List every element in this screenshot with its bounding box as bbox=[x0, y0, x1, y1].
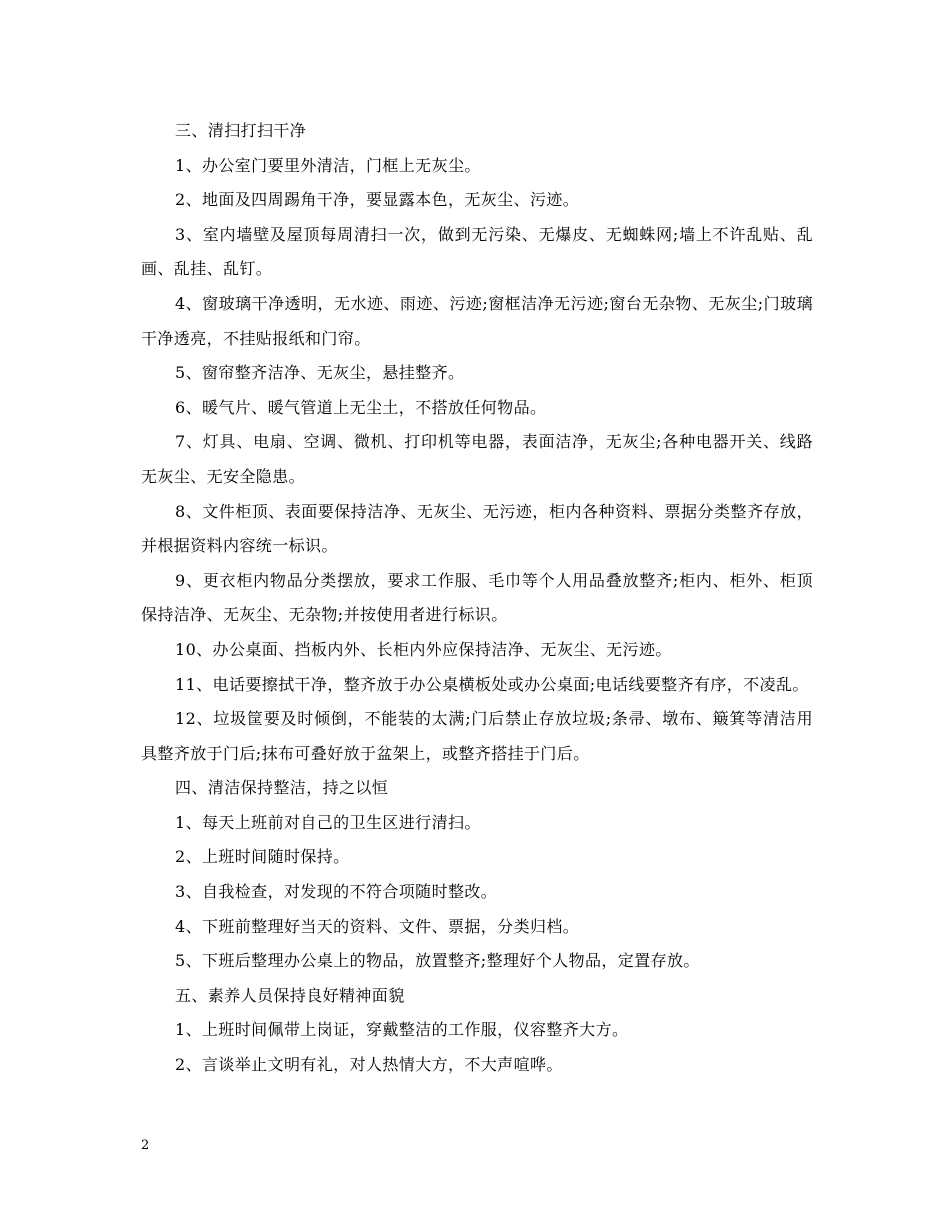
section-heading: 五、素养人员保持良好精神面貌 bbox=[175, 985, 405, 1005]
list-item: 7、灯具、电扇、空调、微机、打印机等电器，表面洁净，无灰尘;各种电器开关、线路无灰尘、无安全隐患。 bbox=[141, 432, 813, 486]
section-heading: 四、清洁保持整洁，持之以恒 bbox=[175, 778, 389, 798]
list-item: 6、暖气片、暖气管道上无尘土，不搭放任何物品。 bbox=[175, 397, 547, 417]
list-item: 5、窗帘整齐洁净、无灰尘，悬挂整齐。 bbox=[175, 363, 465, 383]
list-item: 1、上班时间佩带上岗证，穿戴整洁的工作服，仪容整齐大方。 bbox=[175, 1020, 629, 1040]
list-item: 12、垃圾筐要及时倾倒，不能装的太满;门后禁止存放垃圾;条帚、墩布、簸箕等清洁用具整齐放于门后;抹布可叠好放于盆架上，或整齐搭挂于门后。 bbox=[141, 709, 813, 763]
list-item: 2、言谈举止文明有礼，对人热情大方，不大声喧哗。 bbox=[175, 1055, 563, 1075]
list-item: 9、更衣柜内物品分类摆放，要求工作服、毛巾等个人用品叠放整齐;柜内、柜外、柜顶保持洁净、无灰尘、无杂物;并按使用者进行标识。 bbox=[141, 570, 813, 625]
list-item: 1、办公室门要里外清洁，门框上无灰尘。 bbox=[175, 155, 481, 175]
list-item: 5、下班后整理办公桌上的物品，放置整齐;整理好个人物品，定置存放。 bbox=[175, 951, 700, 971]
list-item: 3、室内墙壁及屋顶每周清扫一次，做到无污染、无爆皮、无蜘蛛网;墙上不许乱贴、乱画、乱挂、乱钉。 bbox=[141, 224, 813, 279]
list-item: 8、文件柜顶、表面要保持洁净、无灰尘、无污迹，柜内各种资料、票据分类整齐存放，并根据资料内容统一标识。 bbox=[141, 501, 813, 556]
list-item: 10、办公桌面、挡板内外、长柜内外应保持洁净、无灰尘、无污迹。 bbox=[175, 639, 672, 659]
list-item: 2、上班时间随时保持。 bbox=[175, 847, 350, 867]
section-heading: 三、清扫打扫干净 bbox=[175, 121, 307, 140]
list-item: 11、电话要擦拭干净，整齐放于办公桌横板处或办公桌面;电话线要整齐有序，不凌乱。 bbox=[175, 674, 809, 694]
page-number: 2 bbox=[141, 1138, 150, 1153]
list-item: 3、自我检查，对发现的不符合项随时整改。 bbox=[175, 882, 498, 902]
list-item: 4、窗玻璃干净透明，无水迹、雨迹、污迹;窗框洁净无污迹;窗台无杂物、无灰尘;门玻璃干净透亮，不挂贴报纸和门帘。 bbox=[141, 293, 813, 348]
list-item: 4、下班前整理好当天的资料、文件、票据，分类归档。 bbox=[175, 916, 580, 936]
document-body bbox=[141, 114, 813, 1083]
list-item: 1、每天上班前对自己的卫生区进行清扫。 bbox=[175, 812, 481, 832]
list-item: 2、地面及四周踢角干净，要显露本色，无灰尘、污迹。 bbox=[175, 190, 580, 210]
